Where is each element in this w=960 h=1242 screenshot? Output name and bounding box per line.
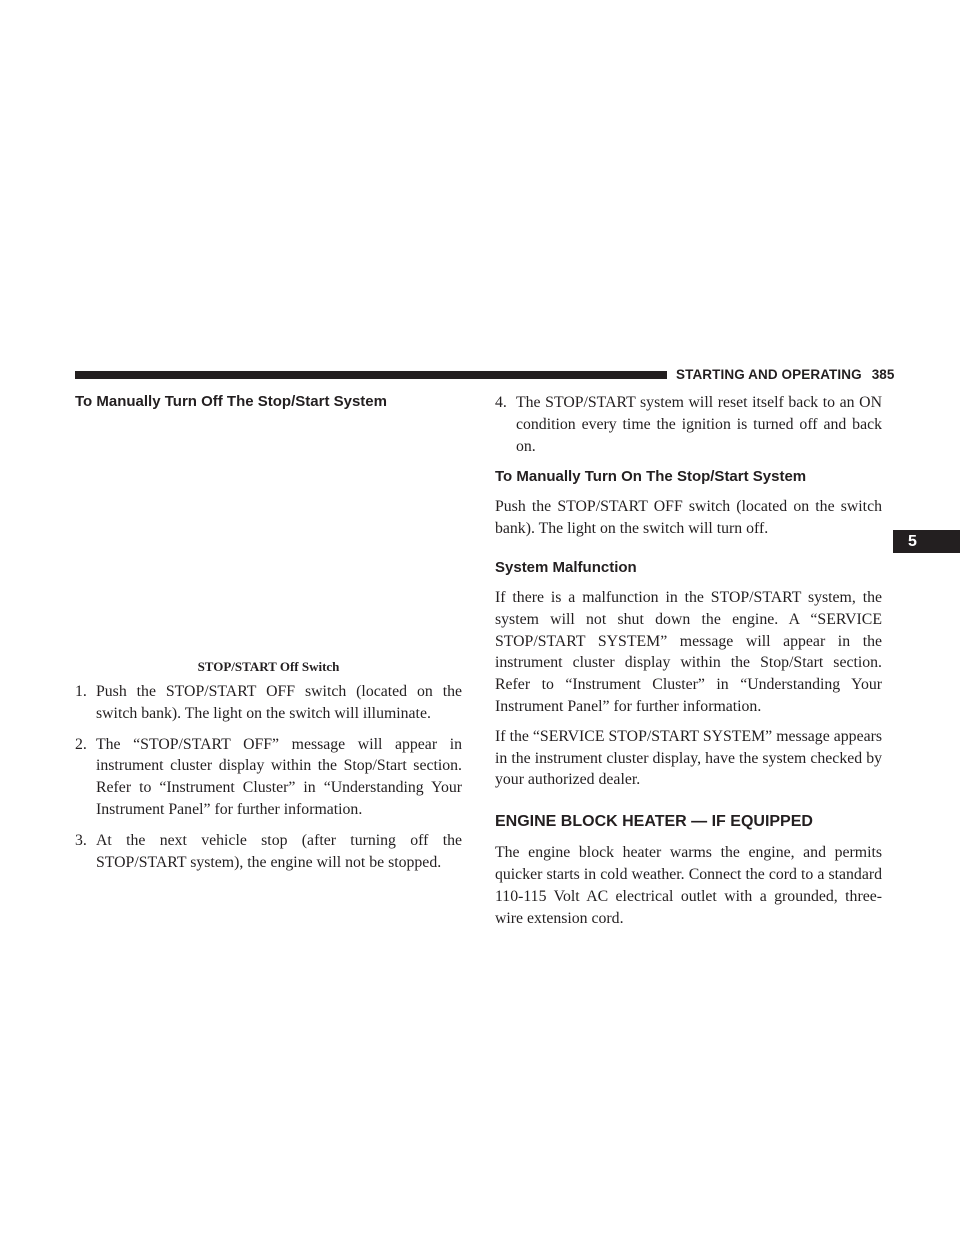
turn-on-body: Push the STOP/START OFF switch (located on the switch bank). The light on the switch will turn off. (495, 498, 882, 538)
block-heater-heading: ENGINE BLOCK HEATER — IF EQUIPPED (495, 813, 813, 831)
step-number: 4. (495, 394, 507, 411)
step-number: 2. (75, 735, 87, 753)
header-rule (75, 371, 667, 379)
step-text: At the next vehicle stop (after turning off the STOP/START system), the engine will not be stopped. (96, 831, 462, 871)
continued-steps (495, 392, 882, 457)
page-number: 385 (871, 367, 895, 382)
step-text: Push the STOP/START OFF switch (located on the switch bank). The light on the switch will illuminate. (96, 683, 462, 722)
step-item (75, 681, 462, 725)
running-header (676, 366, 895, 384)
figure-area (75, 412, 462, 658)
step-number: 1. (75, 683, 87, 700)
block-heater-body: The engine block heater warms the engine, and permits quicker starts in cold weather. Connect the cord to a standard 110-115 Volt AC electrical outlet with a grounded, three-wire extension cord. (495, 844, 882, 927)
step-item (75, 734, 462, 821)
step-text: The STOP/START system will reset itself back to an ON condition every time the ignition is turned off and back on. (516, 394, 882, 455)
turn-off-heading: To Manually Turn Off The Stop/Start System (75, 393, 387, 410)
step-item (75, 830, 462, 874)
left-column (75, 392, 462, 882)
figure-caption: STOP/START Off Switch (197, 659, 340, 674)
right-column (495, 392, 882, 929)
malfunction-body-2: If the “SERVICE STOP/START SYSTEM” message appears in the instrument cluster display, have the system checked by your authorized dealer. (495, 727, 882, 789)
chapter-tab: 5 (893, 530, 960, 553)
turn-off-steps (75, 681, 462, 873)
malfunction-body-1: If there is a malfunction in the STOP/START system, the system will not shut down the engine. A “SERVICE STOP/START SYSTEM” message will appear in the instrument cluster display within the Stop/Start section. Refer to “Instrument Cluster” in “Understanding Your Instrument Panel” for further information. (495, 588, 882, 715)
turn-on-heading: To Manually Turn On The Stop/Start System (495, 468, 807, 486)
step-number: 3. (75, 831, 87, 849)
step-text: The “STOP/START OFF” message will appear in instrument cluster display within the Stop/Start section. Refer to “Instrument Cluster” in “Understanding Your Instrument Panel” for further information. (96, 735, 462, 818)
step-item (495, 392, 882, 457)
section-title: STARTING AND OPERATING (676, 367, 862, 382)
malfunction-heading: System Malfunction (495, 558, 637, 576)
